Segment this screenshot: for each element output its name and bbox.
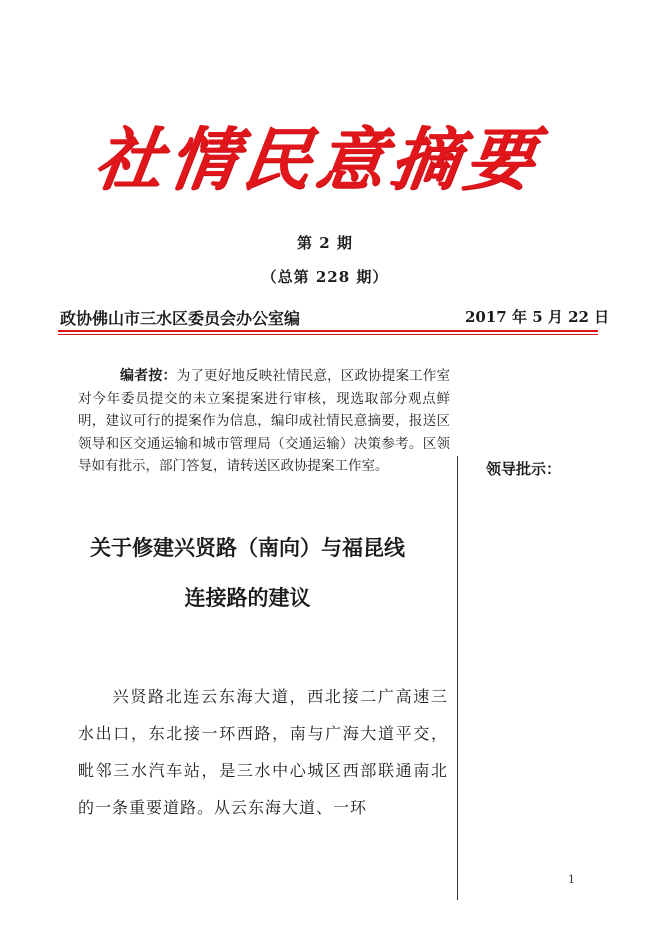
publisher-organization: 政协佛山市三水区委员会办公室编 — [60, 309, 301, 328]
article-title-line2: 连接路的建议 — [184, 585, 311, 610]
page-number: 1 — [568, 873, 575, 886]
editor-note — [78, 365, 450, 478]
masthead-title: 社情民意摘要 — [89, 120, 545, 200]
article-body-text: 兴贤路北连云东海大道，西北接二广高速三水出口，东北接一环西路，南与广海大道平交，毗邻三水汽车站，是三水中心城区西部联通南北的一条重要道路。从云东海大道、一环 — [78, 687, 448, 817]
issue-number: 第 2 期 — [297, 234, 353, 252]
header-divider-thin — [58, 334, 598, 335]
margin-divider — [457, 456, 458, 900]
leader-instruction-label: 领导批示： — [486, 460, 562, 478]
header-divider — [58, 330, 598, 332]
article-title-line1: 关于修建兴贤路（南向）与福昆线 — [90, 535, 405, 560]
article-body — [78, 678, 448, 826]
issue-total: （总第 228 期） — [261, 268, 389, 286]
editor-note-text: 为了更好地反映社情民意，区政协提案工作室对今年委员提交的未立案提案进行审核，现选取部分观点鲜明，建议可行的提案作为信息，编印成社情民意摘要，报送区领导和区交通运输和城市管理局（交通运输）决策参考。区领导如有批示，部门答复，请转送区政协提案工作室。 — [78, 368, 451, 474]
editor-note-lead: 编者按： — [120, 368, 177, 384]
publish-date: 2017 年 5 月 22 日 — [465, 308, 610, 326]
